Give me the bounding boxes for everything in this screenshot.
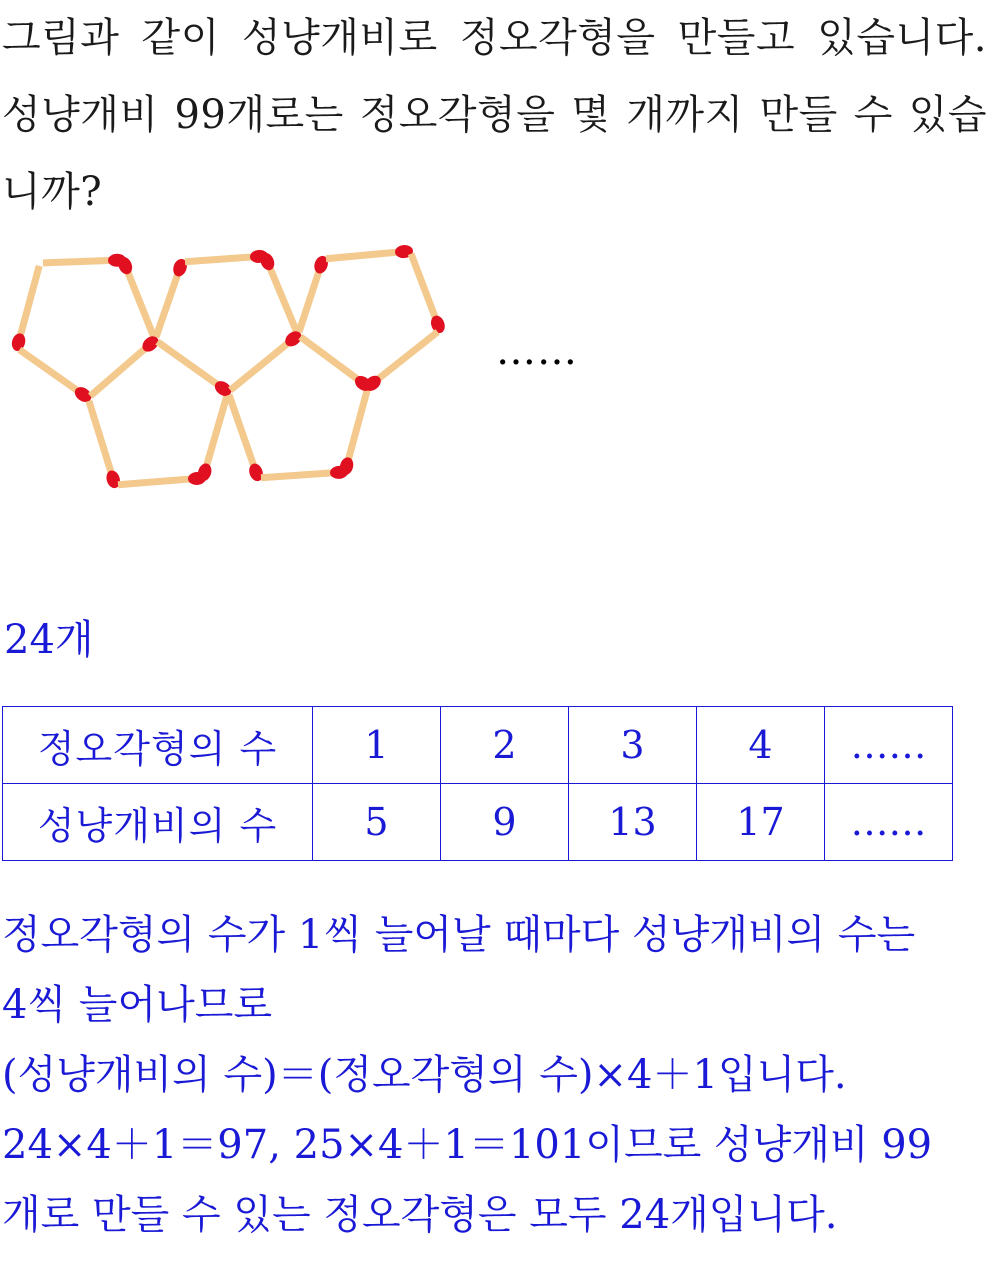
table-cell: …… <box>825 707 953 784</box>
solution-line: 정오각형의 수가 1씩 늘어날 때마다 성냥개비의 수는 <box>2 912 916 958</box>
matchstick <box>185 256 261 261</box>
matchstick <box>90 343 152 396</box>
matchstick <box>261 472 341 478</box>
matchstick <box>230 338 295 391</box>
matchstick <box>346 390 367 468</box>
matchstick <box>267 260 297 333</box>
table-cell: 2 <box>441 707 569 784</box>
matchstick <box>371 332 438 385</box>
table-cell: 9 <box>441 784 569 861</box>
solution-line: 개로 만들 수 있는 정오각형은 모두 24개입니다. <box>2 1192 838 1238</box>
matchstick <box>43 260 119 263</box>
matchstick <box>204 395 227 474</box>
table-cell: 1 <box>313 707 441 784</box>
table-row <box>3 784 953 861</box>
table-cell: 3 <box>569 707 697 784</box>
matchstick <box>19 350 84 396</box>
matchstick <box>157 342 224 390</box>
matchstick <box>156 266 181 337</box>
table-cell: 17 <box>697 784 825 861</box>
matchstick <box>18 266 39 344</box>
matchstick <box>300 337 364 385</box>
solution-line: 24×4＋1＝97, 25×4＋1＝101이므로 성냥개비 99 <box>2 1122 933 1168</box>
answer-text: 24개 <box>4 617 94 663</box>
matchstick <box>118 478 199 484</box>
solution-text <box>2 900 987 1250</box>
matchstick <box>326 251 406 258</box>
solution-line: 4씩 늘어나므로 <box>2 982 273 1028</box>
matchstick <box>229 395 257 474</box>
pattern-table <box>2 706 953 861</box>
table-row-header: 성냥개비의 수 <box>3 784 313 861</box>
table-cell: …… <box>825 784 953 861</box>
table-row <box>3 707 953 784</box>
matchstick <box>411 254 439 326</box>
matchstick <box>89 401 114 481</box>
table-cell: 13 <box>569 784 697 861</box>
table-cell: 4 <box>697 707 825 784</box>
question-text: 그림과 같이 성냥개비로 정오각형을 만들고 있습니다. 성냥개비 99개로는 정오각형을 몇 개까지 만들 수 있습니까? <box>2 15 987 215</box>
figure-continuation-dots: …… <box>496 328 578 374</box>
matchstick <box>124 264 153 338</box>
solution-line: (성냥개비의 수)＝(정오각형의 수)×4＋1입니다. <box>2 1052 847 1098</box>
table-row-header: 정오각형의 수 <box>3 707 313 784</box>
table-cell: 5 <box>313 784 441 861</box>
